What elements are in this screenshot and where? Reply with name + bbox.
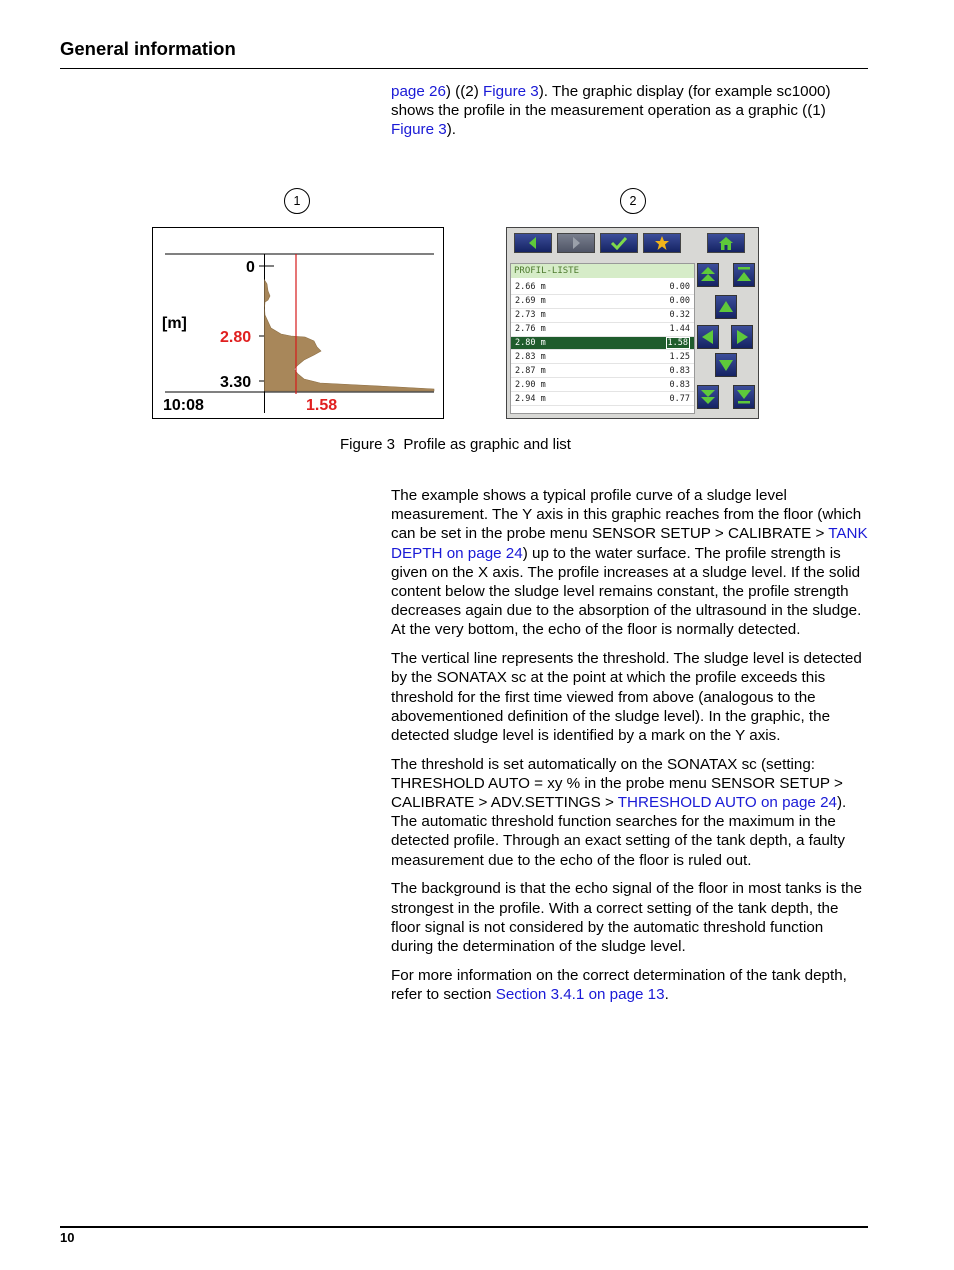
arrow-left-icon <box>526 236 540 250</box>
back-button[interactable] <box>514 233 552 253</box>
scroll-bottom-button[interactable] <box>733 385 755 409</box>
intro-text-1: ) ((2) <box>445 83 484 100</box>
arrow-up-icon <box>718 299 734 315</box>
intro-text-3: ). <box>446 121 456 139</box>
list-item[interactable]: 2.76 m 1.44 <box>511 323 694 337</box>
profile-list[interactable] <box>510 263 695 414</box>
page-up-button[interactable] <box>697 263 719 287</box>
list-item-selected[interactable]: 2.80 m 1.58 <box>511 337 694 351</box>
callout-2: 2 <box>620 188 646 214</box>
arrow-down-icon <box>718 357 734 373</box>
arrow-right-icon <box>734 329 750 345</box>
callout-1: 1 <box>284 188 310 214</box>
up-to-top-icon <box>736 266 752 284</box>
arrow-right-icon <box>569 236 583 250</box>
footer-rule <box>60 1226 868 1228</box>
profile-graph <box>153 228 442 417</box>
paragraph-3: The threshold is set automatically on the SONATAX sc (setting: THRESHOLD AUTO = xy % in the probe menu SENSOR SETUP > CALIBRATE > ADV.SETTINGS > THRESHOLD AUTO on page 24). The automatic threshold function searches for the maximum in the detected profile. Through an exact setting of the tank depth, a faulty measurement due to the echo of the floor is ruled out. <box>391 755 847 869</box>
paragraph-1: The example shows a typical profile curve of a sludge level measurement. The Y axis in this graphic reaches from the floor (which can be set in the probe menu SENSOR SETUP > CALIBRATE > TANK DEPTH on page 24) up to the water surface. The profile strength is given on the X axis. The profile increases at a sludge level. If the solid content below the sludge level remains constant, the profile strength decreases again due to the absorption of the ultrasound in the sludge. At the very bottom, the echo of the floor is normally detected. <box>391 487 868 639</box>
label-unit: [m] <box>162 315 187 332</box>
forward-button[interactable] <box>557 233 595 253</box>
home-button[interactable] <box>707 233 745 253</box>
header-rule <box>60 68 868 69</box>
list-item[interactable]: 2.90 m 0.83 <box>511 378 694 392</box>
intro-paragraph <box>391 82 869 140</box>
link-tank-depth[interactable]: TANK DEPTH on page 24 <box>391 525 868 562</box>
checkmark-icon <box>610 236 628 250</box>
confirm-button[interactable] <box>600 233 638 253</box>
link-page-26[interactable]: page 26 <box>391 83 446 100</box>
favorite-button[interactable] <box>643 233 681 253</box>
scroll-right-button[interactable] <box>731 325 753 349</box>
home-icon <box>718 236 734 251</box>
label-threshold: 1.58 <box>306 397 338 414</box>
label-zero: 0 <box>246 259 255 276</box>
list-header: PROFIL-LISTE <box>511 264 694 278</box>
section-title: General information <box>60 38 236 59</box>
star-icon <box>654 235 670 251</box>
list-item[interactable]: 2.66 m 0.00 <box>511 281 694 295</box>
list-item[interactable]: 2.87 m 0.83 <box>511 364 694 378</box>
profile-list-panel <box>506 227 759 419</box>
label-tank-depth: 3.30 <box>220 374 252 391</box>
arrow-left-icon <box>700 329 716 345</box>
label-time: 10:08 <box>163 397 204 414</box>
scroll-up-button[interactable] <box>715 295 737 319</box>
scroll-down-button[interactable] <box>715 353 737 377</box>
scroll-left-button[interactable] <box>697 325 719 349</box>
double-up-arrow-icon <box>700 266 716 284</box>
link-threshold-auto[interactable]: THRESHOLD AUTO on page 24 <box>617 794 837 812</box>
paragraph-5: For more information on the correct determination of the tank depth, refer to section Section 3.4.1 on page 13. <box>391 966 847 1003</box>
list-item[interactable]: 2.83 m 1.25 <box>511 350 694 364</box>
link-figure-3[interactable]: Figure 3 <box>483 83 539 100</box>
list-item[interactable]: 2.73 m 0.32 <box>511 309 694 323</box>
page-down-button[interactable] <box>697 385 719 409</box>
profile-curve <box>265 280 435 391</box>
label-sludge-level: 2.80 <box>220 329 252 346</box>
scroll-top-button[interactable] <box>733 263 755 287</box>
figure-caption: Figure 3 Profile as graphic and list <box>340 436 571 453</box>
link-figure-3-second[interactable]: Figure 3 <box>391 121 447 139</box>
list-item[interactable]: 2.69 m 0.00 <box>511 295 694 309</box>
paragraph-4: The background is that the echo signal of the floor in most tanks is the strongest in the profile. With a correct setting of the tank depth, the floor signal is not considered by the automatic threshold function during the determination of the sludge level. <box>391 880 863 955</box>
double-down-arrow-icon <box>700 388 716 406</box>
list-item[interactable]: 2.94 m 0.77 <box>511 392 694 406</box>
intro-text-2: ). The graphic display (for example sc1000) shows the profile in the measurement operation as a graphic ((1) <box>391 83 831 120</box>
profile-graph-panel <box>152 227 444 419</box>
down-to-bottom-icon <box>736 388 752 406</box>
page-number: 10 <box>60 1230 75 1245</box>
paragraph-2: The vertical line represents the threshold. The sludge level is detected by the SONATAX sc at the point at which the profile exceeds this threshold for the first time viewed from above (analogous to the abovementioned definition of the sludge level). In the graphic, the detected sludge level is identified by a mark on the Y axis. <box>391 650 862 744</box>
body-text <box>391 486 869 1014</box>
link-section-3-4-1[interactable]: Section 3.4.1 on page 13 <box>495 985 665 1003</box>
